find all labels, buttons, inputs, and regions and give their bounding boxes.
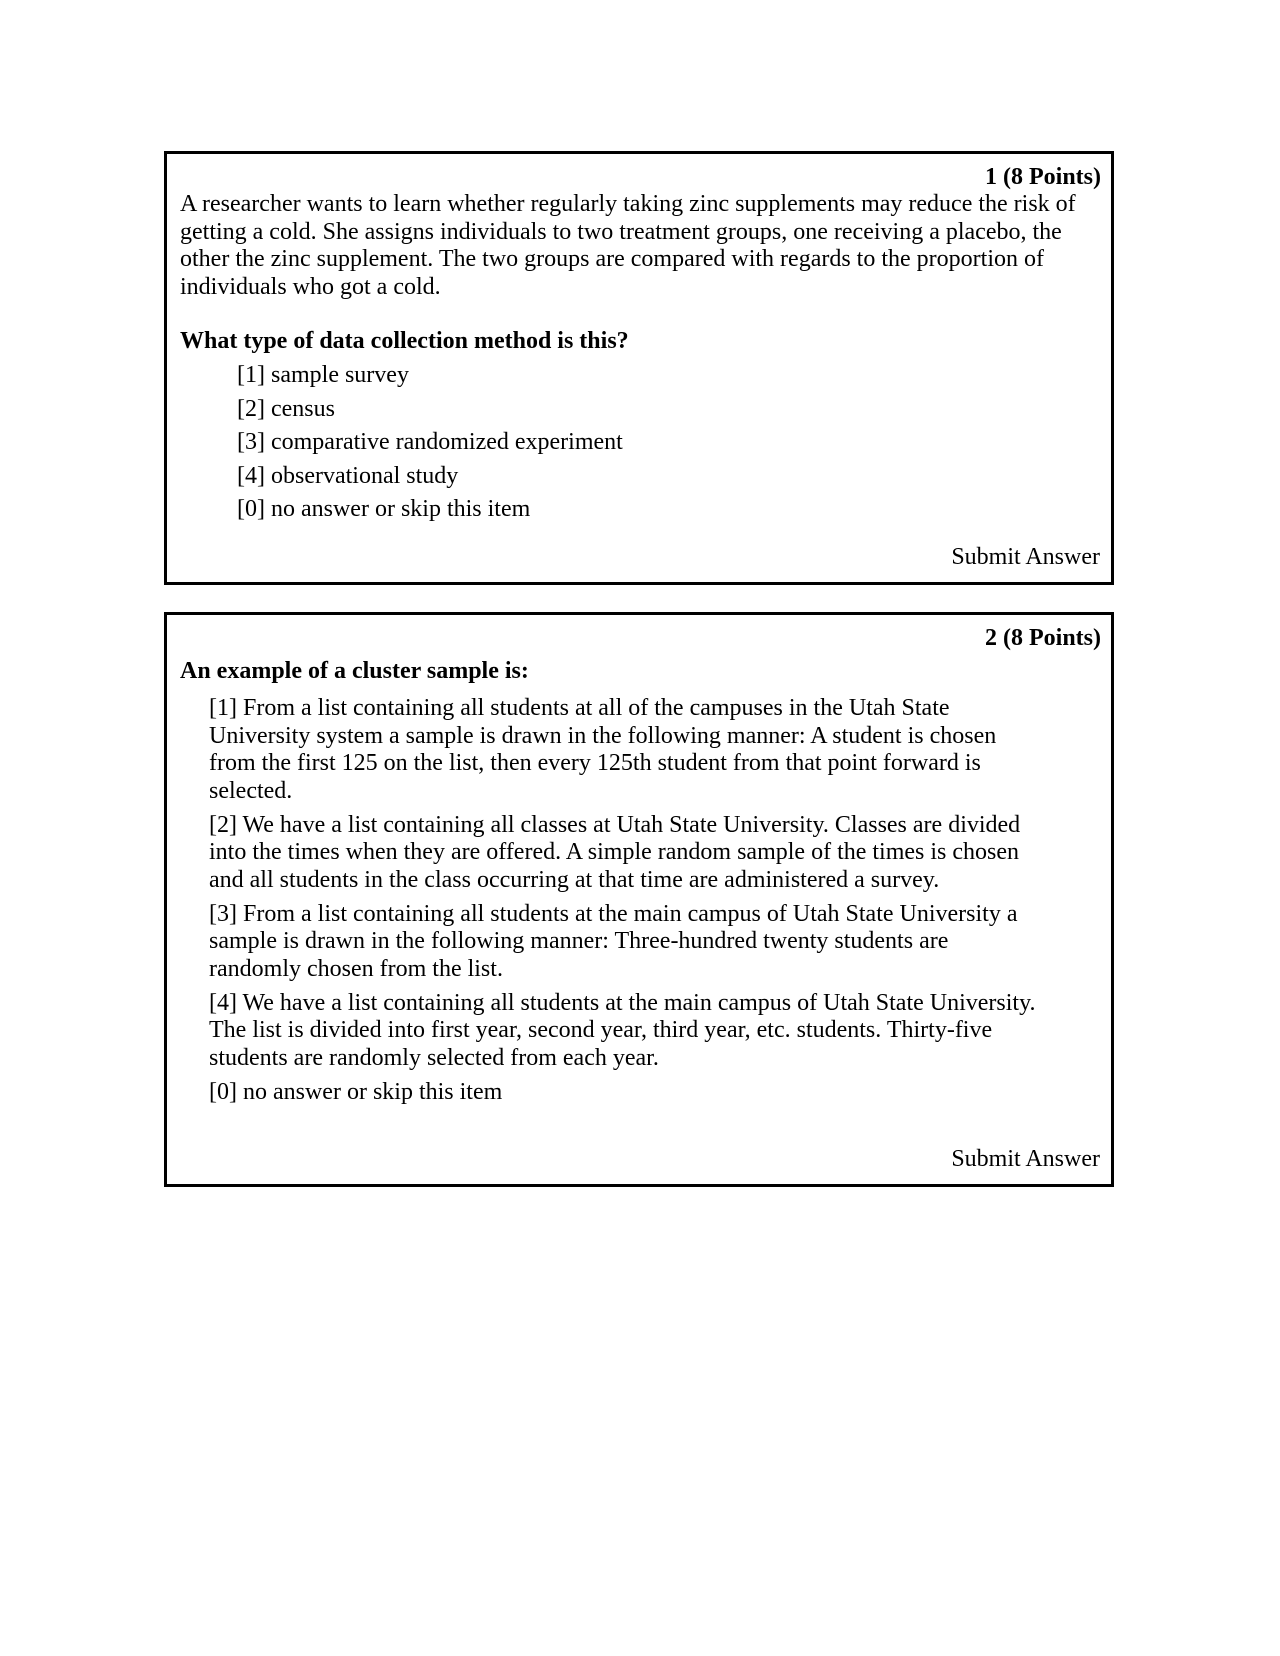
question-1-option-2[interactable]: [2] census	[237, 395, 335, 422]
question-1-option-1[interactable]: [1] sample survey	[237, 362, 409, 388]
question-2-option-4[interactable]: [4] We have a list containing all students at the main campus of Utah State University. The list is divided into first year, second year, third year, etc. students. Thirty-five students are randomly selected from each year.	[209, 989, 1036, 1071]
question-1-stem: A researcher wants to learn whether regularly taking zinc supplements may reduce the risk of getting a cold. She assigns individuals to two treatment groups, one receiving a placebo, the other the zinc supplement. The two groups are compared with regards to the proportion of individuals who got a cold.	[180, 191, 1076, 300]
question-1-option-0[interactable]: [0] no answer or skip this item	[237, 496, 531, 522]
question-2-submit-button[interactable]: Submit Answer	[951, 1146, 1100, 1172]
question-1-points: 1 (8 Points)	[985, 164, 1101, 190]
question-1-options	[180, 362, 1101, 523]
question-1-prompt: What type of data collection method is this?	[180, 328, 629, 354]
question-2-options	[180, 695, 1101, 1106]
question-2-option-1[interactable]: [1] From a list containing all students at all of the campuses in the Utah State University system a sample is drawn in the following manner: A student is chosen from the first 125 on the list, then every 125th student from that point forward is selected.	[209, 695, 997, 804]
question-2-option-2[interactable]: [2] We have a list containing all classes at Utah State University. Classes are divided into the times when they are offered. A simple random sample of the times is chosen and all students in the class occurring at that time are administered a survey.	[209, 811, 1021, 893]
question-2-box	[164, 612, 1114, 1187]
question-2-option-0[interactable]: [0] no answer or skip this item	[209, 1078, 503, 1105]
question-2-points: 2 (8 Points)	[985, 625, 1101, 651]
question-2-prompt: An example of a cluster sample is:	[180, 658, 529, 684]
question-1-option-4[interactable]: [4] observational study	[237, 462, 459, 489]
question-1-option-3[interactable]: [3] comparative randomized experiment	[237, 429, 623, 455]
question-2-option-3[interactable]: [3] From a list containing all students at the main campus of Utah State University a sample is drawn in the following manner: Three-hundred twenty students are randomly chosen from the list.	[209, 900, 1018, 982]
question-1-box	[164, 151, 1114, 585]
question-1-submit-button[interactable]: Submit Answer	[951, 544, 1100, 570]
